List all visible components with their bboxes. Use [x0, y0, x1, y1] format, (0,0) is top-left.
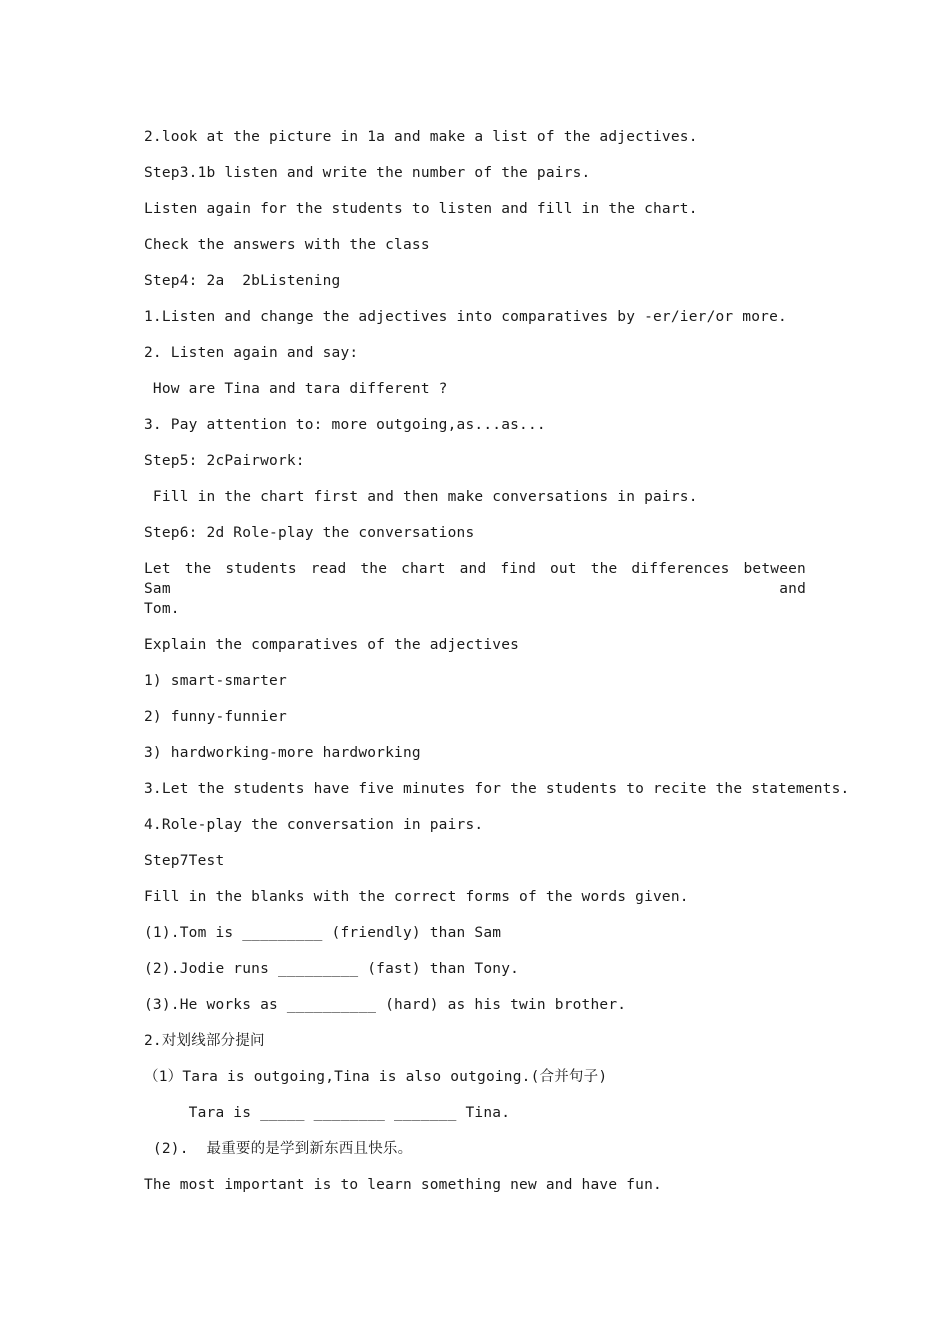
- section-heading: Step7Test: [144, 853, 225, 869]
- text-line: Step3.1b listen and write the number of the pairs.: [144, 165, 591, 181]
- text-line: 3.Let the students have five minutes for the students to recite the statements.: [144, 781, 850, 797]
- section-heading: Step4: 2a 2bListening: [144, 273, 341, 289]
- list-item: 2) funny-funnier: [144, 709, 287, 725]
- text-line: Let the students read the chart and find out the differences between Sam and: [144, 561, 806, 597]
- text-line: Listen again for the students to listen and fill in the chart.: [144, 201, 698, 217]
- section-heading: 2.对划线部分提问: [144, 1033, 265, 1049]
- text-line: Check the answers with the class: [144, 237, 430, 253]
- text-line: Fill in the blanks with the correct forms of the words given.: [144, 889, 689, 905]
- exercise-item: (1).Tom is _________ (friendly) than Sam: [144, 925, 502, 941]
- exercise-item: Tara is _____ ________ _______ Tina.: [144, 1105, 511, 1121]
- section-heading: Step5: 2cPairwork:: [144, 453, 305, 469]
- section-heading: Step6: 2d Role-play the conversations: [144, 525, 475, 541]
- text-line: How are Tina and tara different ?: [144, 381, 448, 397]
- exercise-item: （1）Tara is outgoing,Tina is also outgoing.(合并句子): [144, 1069, 608, 1085]
- text-line: The most important is to learn something new and have fun.: [144, 1177, 662, 1193]
- text-line: 2.look at the picture in 1a and make a list of the adjectives.: [144, 129, 698, 145]
- exercise-item: (2). 最重要的是学到新东西且快乐。: [144, 1141, 413, 1157]
- list-item: 3) hardworking-more hardworking: [144, 745, 421, 761]
- text-line: 4.Role-play the conversation in pairs.: [144, 817, 484, 833]
- exercise-item: (2).Jodie runs _________ (fast) than Tony.: [144, 961, 520, 977]
- text-line: Fill in the chart first and then make conversations in pairs.: [144, 489, 698, 505]
- text-line: 2. Listen again and say:: [144, 345, 359, 361]
- text-line: Explain the comparatives of the adjectives: [144, 637, 520, 653]
- text-line: 1.Listen and change the adjectives into comparatives by -er/ier/or more.: [144, 309, 787, 325]
- list-item: 1) smart-smarter: [144, 673, 287, 689]
- exercise-item: (3).He works as __________ (hard) as his twin brother.: [144, 997, 627, 1013]
- text-line: Tom.: [144, 601, 180, 617]
- text-line: 3. Pay attention to: more outgoing,as...as...: [144, 417, 546, 433]
